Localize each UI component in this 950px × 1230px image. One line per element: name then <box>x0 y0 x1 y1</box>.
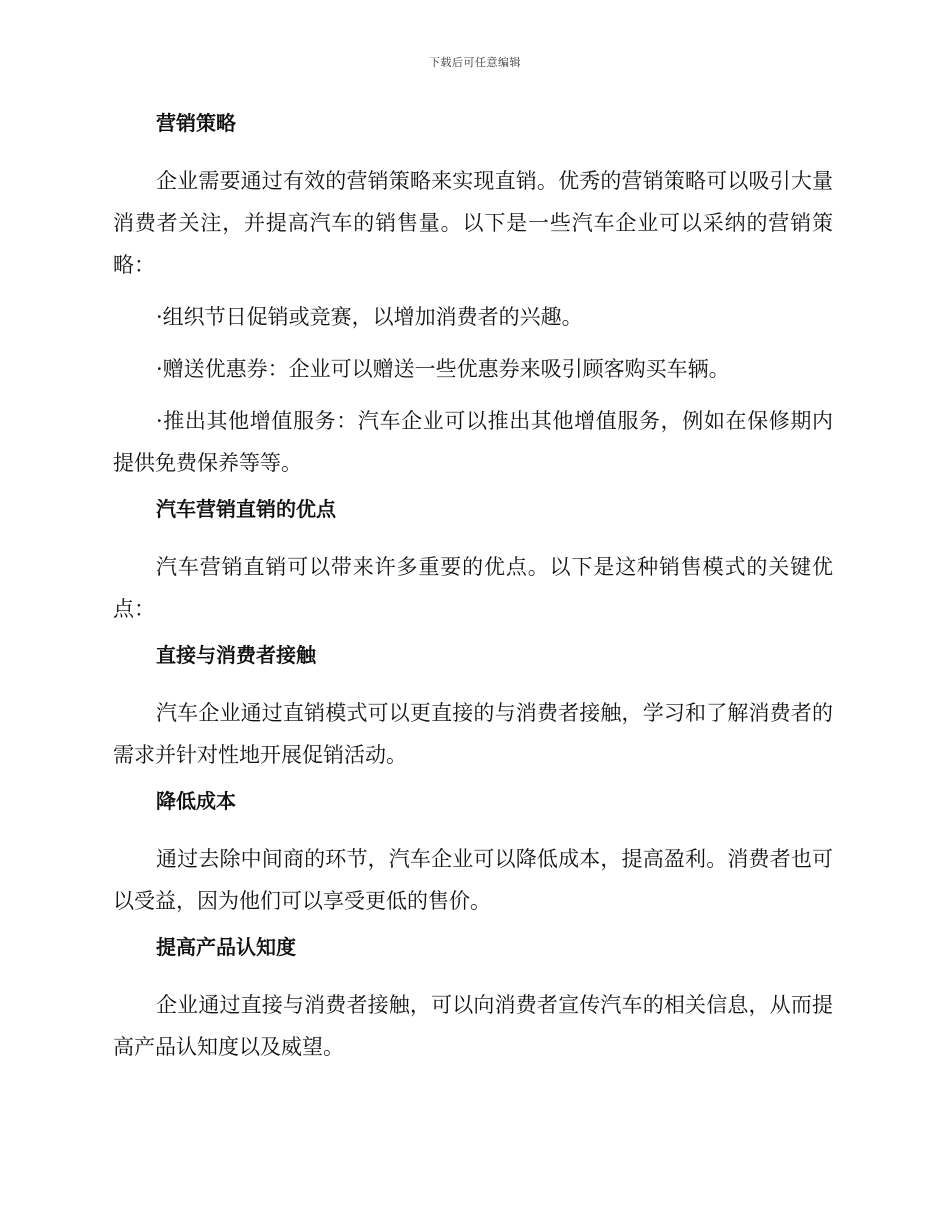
paragraph-awareness: 企业通过直接与消费者接触，可以向消费者宣传汽车的相关信息，从而提高产品认知度以及威望。 <box>113 993 833 1059</box>
bullet-item-value-added: ·推出其他增值服务：汽车企业可以推出其他增值服务，例如在保修期内提供免费保养等等。 <box>113 409 833 475</box>
paragraph-advantages-intro: 汽车营销直销可以带来许多重要的优点。以下是这种销售模式的关键优点： <box>113 555 833 621</box>
paragraph-marketing-intro: 企业需要通过有效的营销策略来实现直销。优秀的营销策略可以吸引大量消费者关注，并提高汽车的销售量。以下是一些汽车企业可以采纳的营销策略： <box>113 169 833 277</box>
heading-awareness: 提高产品认知度 <box>156 935 296 959</box>
heading-marketing-strategy: 营销策略 <box>156 111 236 135</box>
paragraph-direct-contact: 汽车企业通过直销模式可以更直接的与消费者接触，学习和了解消费者的需求并针对性地开展促销活动。 <box>113 701 833 767</box>
bullet-item-coupons: ·赠送优惠券：企业可以赠送一些优惠券来吸引顾客购买车辆。 <box>156 357 730 381</box>
paragraph-reduce-cost: 通过去除中间商的环节，汽车企业可以降低成本，提高盈利。消费者也可以受益，因为他们可以享受更低的售价。 <box>113 847 833 913</box>
document-body <box>113 108 833 1078</box>
page-header: 下载后可任意编辑 <box>429 56 521 69</box>
heading-advantages: 汽车营销直销的优点 <box>156 497 336 521</box>
heading-reduce-cost: 降低成本 <box>156 789 236 813</box>
heading-direct-contact: 直接与消费者接触 <box>156 643 316 667</box>
bullet-item-promotion: ·组织节日促销或竞赛，以增加消费者的兴趣。 <box>156 305 583 329</box>
